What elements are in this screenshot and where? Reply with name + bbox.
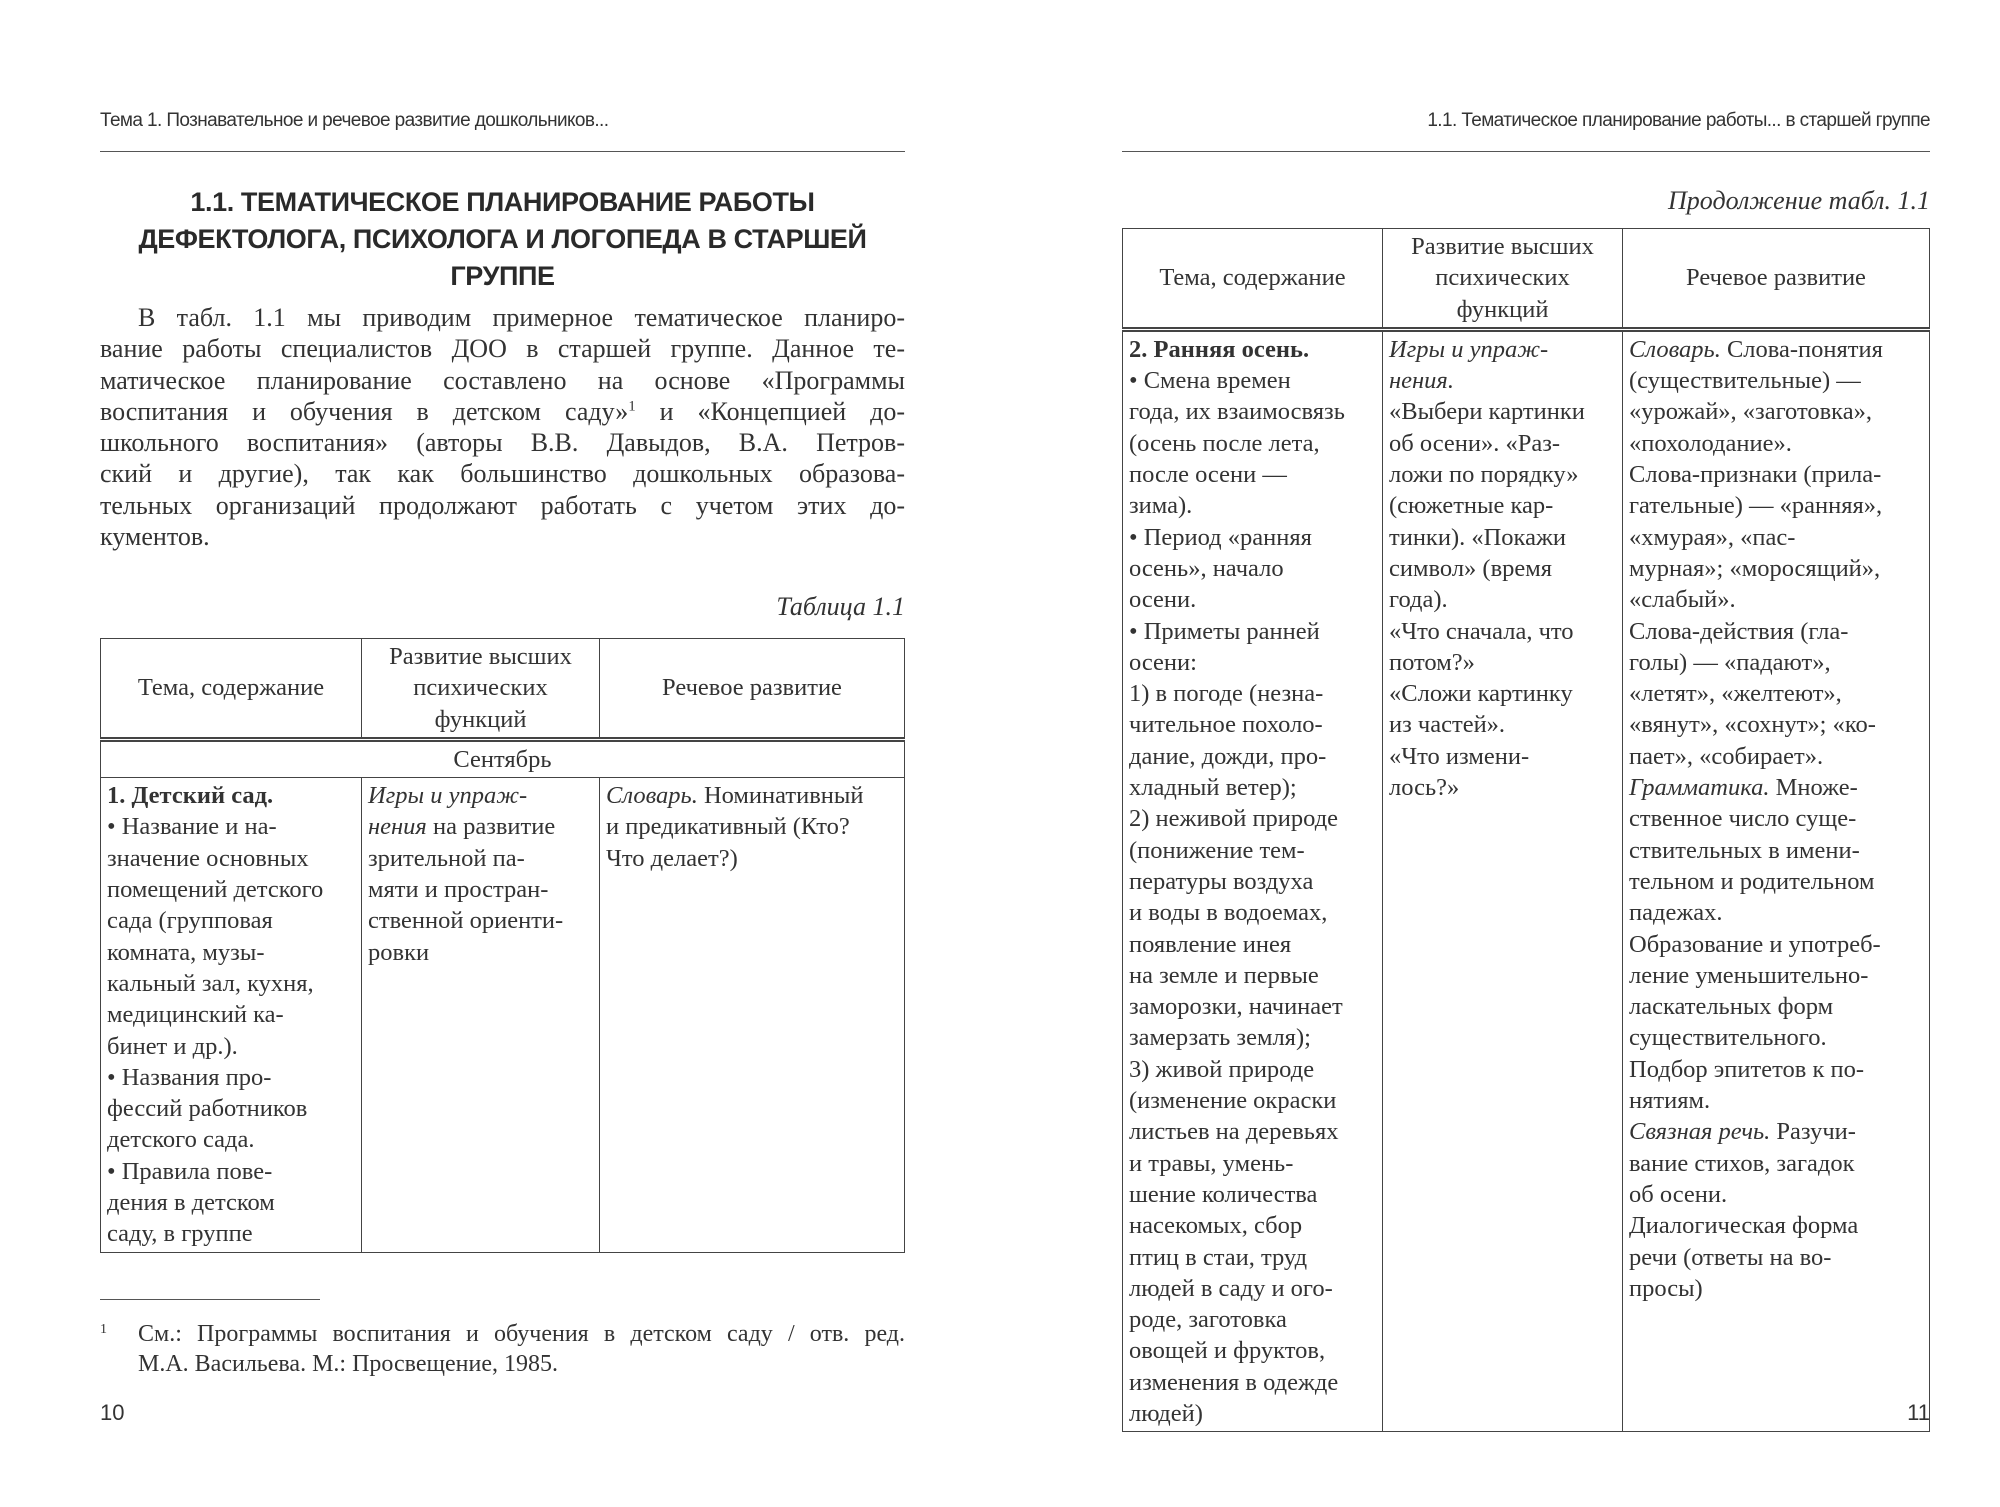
- cell-line: голы) — «падают»,: [1629, 648, 1831, 676]
- cell-line: [1629, 772, 1923, 803]
- cell-line: «Сложи картинку: [1389, 680, 1573, 708]
- cell-line: овощей и фруктов,: [1129, 1337, 1326, 1365]
- cell-line: гательные) — «ранняя»,: [1629, 492, 1883, 520]
- cell-line: • Смена времен: [1129, 367, 1291, 395]
- cell-line: хладный ветер);: [1129, 774, 1297, 802]
- italic-term: Связная речь.: [1629, 1118, 1771, 1146]
- cell-line: листьев на деревьях: [1129, 1118, 1339, 1146]
- header-line: Тема, содержание: [137, 674, 325, 702]
- cell-line: появление инея: [1129, 930, 1292, 958]
- italic-term: Грамматика.: [1629, 774, 1770, 802]
- cell-line: изменения в одежде: [1129, 1368, 1339, 1396]
- para-line: ский и другие), так как большинство дошкольных образова-: [100, 459, 905, 489]
- cell-line: [368, 780, 593, 811]
- cell-line: насекомых, сбор: [1129, 1212, 1303, 1240]
- cell-line: «вянут», «сохнут»; «ко-: [1629, 711, 1876, 739]
- title-line: 1.1. ТЕМАТИЧЕСКОЕ ПЛАНИРОВАНИЕ РАБОТЫ: [190, 187, 815, 217]
- cell-line: символ» (время: [1389, 554, 1553, 582]
- cell-line: осень», начало: [1129, 554, 1284, 582]
- cell-line: бинет и др.).: [107, 1032, 238, 1060]
- para-line: матическое планирование составлено на основе «Программы: [100, 365, 905, 395]
- intro-paragraph: [100, 302, 905, 552]
- cell-line: мяти и простран-: [368, 876, 549, 904]
- cell-line: потом?»: [1389, 648, 1475, 676]
- cell-line: (понижение тем-: [1129, 836, 1305, 864]
- cell-line: ласкательных форм: [1629, 993, 1834, 1021]
- cell-text: Номинативный: [697, 782, 864, 810]
- column-header: [600, 639, 905, 740]
- cell-line: и предикативный (Кто?: [606, 813, 850, 841]
- cell-line: [1389, 365, 1616, 396]
- cell-line: • Правила пове-: [107, 1157, 273, 1185]
- header-line: Тема, содержание: [1159, 264, 1346, 292]
- cell-line: Диалогическая форма: [1629, 1212, 1859, 1240]
- table-row: [101, 778, 905, 1252]
- header-line: функций: [1456, 295, 1549, 323]
- para-line: В табл. 1.1 мы приводим примерное тематическое планиро-: [138, 303, 905, 332]
- title-line: ГРУППЕ: [450, 261, 555, 291]
- cell-line: дание, дожди, про-: [1129, 742, 1327, 770]
- cell-line: года).: [1389, 586, 1448, 614]
- header-line: психических: [413, 674, 548, 702]
- cell-line: и травы, умень-: [1129, 1149, 1294, 1177]
- cell-text: на развитие: [426, 813, 556, 841]
- cell-line: фессий работников: [107, 1095, 308, 1123]
- cell-line: людей): [1129, 1399, 1203, 1427]
- cell-line: Что делает?): [606, 844, 738, 872]
- cell-line: просы): [1629, 1274, 1703, 1302]
- cell-line: чительное похоло-: [1129, 711, 1323, 739]
- running-head: Тема 1. Познавательное и речевое развитие дошкольников...: [100, 110, 609, 131]
- cell-text: Множе-: [1769, 774, 1858, 802]
- table-caption: Продолжение табл. 1.1: [1668, 186, 1930, 215]
- footnote-rule: [100, 1299, 320, 1300]
- cell-line: на земле и первые: [1129, 961, 1319, 989]
- running-head: 1.1. Тематическое планирование работы... в старшей группе: [1427, 110, 1930, 131]
- italic-term: нения: [368, 813, 427, 841]
- cell-line: пературы воздуха: [1129, 867, 1314, 895]
- cell-line: об осени.: [1629, 1180, 1728, 1208]
- cell-line: зрительной па-: [368, 844, 525, 872]
- table-cell: [101, 778, 362, 1252]
- cell-line: заморозки, начинает: [1129, 993, 1343, 1021]
- left-page: [100, 0, 905, 1507]
- cell-line: ственной ориенти-: [368, 907, 564, 935]
- cell-line: людей в саду и ого-: [1129, 1274, 1333, 1302]
- cell-line: • Приметы ранней: [1129, 617, 1320, 645]
- column-header: [101, 639, 362, 740]
- cell-line: кальный зал, кухня,: [107, 969, 314, 997]
- header-line: Развитие высших: [389, 643, 572, 670]
- cell-line: существительного.: [1629, 1024, 1827, 1052]
- cell-line: птиц в стаи, труд: [1129, 1243, 1308, 1271]
- month-row: [101, 739, 905, 777]
- cell-line: мурная»; «моросящий»,: [1629, 554, 1881, 582]
- cell-line: 2) неживой природе: [1129, 805, 1339, 833]
- column-header: [1623, 229, 1930, 330]
- cell-line: (изменение окраски: [1129, 1087, 1337, 1115]
- cell-line: лось?»: [1389, 774, 1460, 802]
- header-rule: [100, 151, 905, 152]
- cell-line: [606, 780, 898, 811]
- cell-line: [1129, 334, 1376, 365]
- cell-line: тельном и родительном: [1629, 867, 1875, 895]
- cell-line: 1) в погоде (незна-: [1129, 680, 1324, 708]
- month-cell: Сентябрь: [101, 739, 905, 777]
- table-cell: [362, 778, 600, 1252]
- cell-line: падежах.: [1629, 899, 1723, 927]
- cell-line: [368, 811, 593, 842]
- cell-line: осени.: [1129, 586, 1197, 614]
- footnote-ref[interactable]: 1: [628, 398, 636, 415]
- cell-line: Образование и употреб-: [1629, 930, 1881, 958]
- cell-line: «Выбери картинки: [1389, 398, 1585, 426]
- section-title: [100, 184, 905, 295]
- para-line: вание работы специалистов ДОО в старшей группе. Данное те-: [100, 334, 905, 364]
- cell-line: помещений детского: [107, 876, 324, 904]
- footnote-line: М.А. Васильева. М.: Просвещение, 1985.: [138, 1351, 558, 1377]
- planning-table-continued: [1122, 228, 1930, 1432]
- column-header: [1123, 229, 1383, 330]
- para-line: школьного воспитания» (авторы В.В. Давыдов, В.А. Петров-: [100, 428, 905, 458]
- cell-line: речи (ответы на во-: [1629, 1243, 1832, 1271]
- page-number: 11: [1907, 1400, 1930, 1425]
- cell-line: (существительные) —: [1629, 367, 1861, 395]
- table-caption: Таблица 1.1: [776, 592, 905, 621]
- para-line: кументов.: [100, 522, 210, 552]
- cell-line: ровки: [368, 938, 430, 966]
- cell-line: комната, музы-: [107, 938, 265, 966]
- table-header-row: [1123, 229, 1930, 330]
- page-number: 10: [100, 1400, 125, 1425]
- column-header: [1383, 229, 1623, 330]
- italic-term: Словарь.: [1629, 335, 1721, 363]
- italic-term: Игры и упраж-: [368, 782, 528, 810]
- cell-line: тинки). «Покажи: [1389, 523, 1566, 551]
- cell-line: медицинский ка-: [107, 1001, 284, 1029]
- cell-line: ствительных в имени-: [1629, 836, 1860, 864]
- cell-line: сада (групповая: [107, 907, 273, 935]
- footnote-mark: 1: [100, 1322, 107, 1337]
- header-line: функций: [434, 705, 527, 733]
- cell-line: об осени». «Раз-: [1389, 429, 1561, 457]
- footnote: [100, 1319, 905, 1379]
- table-row: [1123, 329, 1930, 1431]
- topic-title: 2. Ранняя осень.: [1129, 335, 1310, 363]
- italic-term: Игры и упраж-: [1389, 335, 1549, 363]
- cell-line: Подбор эпитетов к по-: [1629, 1055, 1864, 1083]
- cell-line: зима).: [1129, 492, 1193, 520]
- header-line: Развитие высших: [1411, 233, 1594, 260]
- title-line: ДЕФЕКТОЛОГА, ПСИХОЛОГА И ЛОГОПЕДА В СТАРШЕЙ: [138, 224, 867, 254]
- header-line: Речевое развитие: [1686, 264, 1866, 292]
- cell-line: замерзать земля);: [1129, 1024, 1311, 1052]
- table-cell: [1383, 329, 1623, 1431]
- cell-line: Слова-действия (гла-: [1629, 617, 1849, 645]
- cell-line: дения в детском: [107, 1189, 275, 1217]
- cell-line: осени:: [1129, 648, 1197, 676]
- para-text: и «Концепцией до-: [635, 396, 905, 426]
- para-text: воспитания и обучения в детском саду»: [100, 396, 629, 426]
- cell-line: вание стихов, загадок: [1629, 1149, 1855, 1177]
- table-cell: [1123, 329, 1383, 1431]
- cell-line: саду, в группе: [107, 1220, 253, 1248]
- cell-line: ление уменьшительно-: [1629, 961, 1869, 989]
- cell-line: значение основных: [107, 844, 309, 872]
- cell-line: пает», «собирает».: [1629, 742, 1824, 770]
- cell-line: и воды в водоемах,: [1129, 899, 1328, 927]
- cell-line: «Что измени-: [1389, 742, 1530, 770]
- header-rule: [1122, 151, 1930, 152]
- cell-line: после осени —: [1129, 461, 1287, 489]
- cell-line: года, их взаимосвязь: [1129, 398, 1345, 426]
- cell-line: [107, 780, 355, 811]
- cell-line: ственное число суще-: [1629, 805, 1857, 833]
- cell-line: детского сада.: [107, 1126, 255, 1154]
- cell-line: ложи по порядку»: [1389, 461, 1579, 489]
- cell-line: (осень после лета,: [1129, 429, 1320, 457]
- table-header-row: [101, 639, 905, 740]
- cell-line: «слабый».: [1629, 586, 1736, 614]
- cell-line: (сюжетные кар-: [1389, 492, 1554, 520]
- cell-line: [1389, 334, 1616, 365]
- cell-text: Слова-понятия: [1720, 335, 1883, 363]
- cell-line: «летят», «желтеют»,: [1629, 680, 1842, 708]
- table-cell: [600, 778, 905, 1252]
- italic-term: Словарь.: [606, 782, 698, 810]
- cell-text: Разучи-: [1770, 1118, 1856, 1146]
- cell-line: Слова-признаки (прила-: [1629, 461, 1882, 489]
- footnote-line: См.: Программы воспитания и обучения в детском саду / отв. ред.: [138, 1321, 905, 1347]
- cell-line: [1629, 1116, 1923, 1147]
- right-page: [1122, 0, 1930, 1507]
- cell-line: • Период «ранняя: [1129, 523, 1312, 551]
- cell-line: «Что сначала, что: [1389, 617, 1574, 645]
- cell-line: • Название и на-: [107, 813, 277, 841]
- table-cell: [1623, 329, 1930, 1431]
- header-line: Речевое развитие: [662, 674, 842, 702]
- cell-line: роде, заготовка: [1129, 1306, 1287, 1334]
- cell-line: из частей».: [1389, 711, 1506, 739]
- cell-line: «хмурая», «пас-: [1629, 523, 1796, 551]
- cell-line: • Названия про-: [107, 1063, 272, 1091]
- header-line: психических: [1435, 264, 1570, 292]
- cell-line: нятиям.: [1629, 1087, 1711, 1115]
- column-header: [362, 639, 600, 740]
- planning-table: [100, 638, 905, 1253]
- para-line: [100, 396, 905, 427]
- italic-term: нения.: [1389, 367, 1454, 395]
- cell-line: [1629, 334, 1923, 365]
- para-line: тельных организаций продолжают работать с учетом этих до-: [100, 490, 905, 520]
- cell-line: «урожай», «заготовка»,: [1629, 398, 1872, 426]
- cell-line: шение количества: [1129, 1180, 1318, 1208]
- cell-line: «похолодание».: [1629, 429, 1792, 457]
- cell-line: 3) живой природе: [1129, 1055, 1315, 1083]
- topic-title: 1. Детский сад.: [107, 782, 274, 810]
